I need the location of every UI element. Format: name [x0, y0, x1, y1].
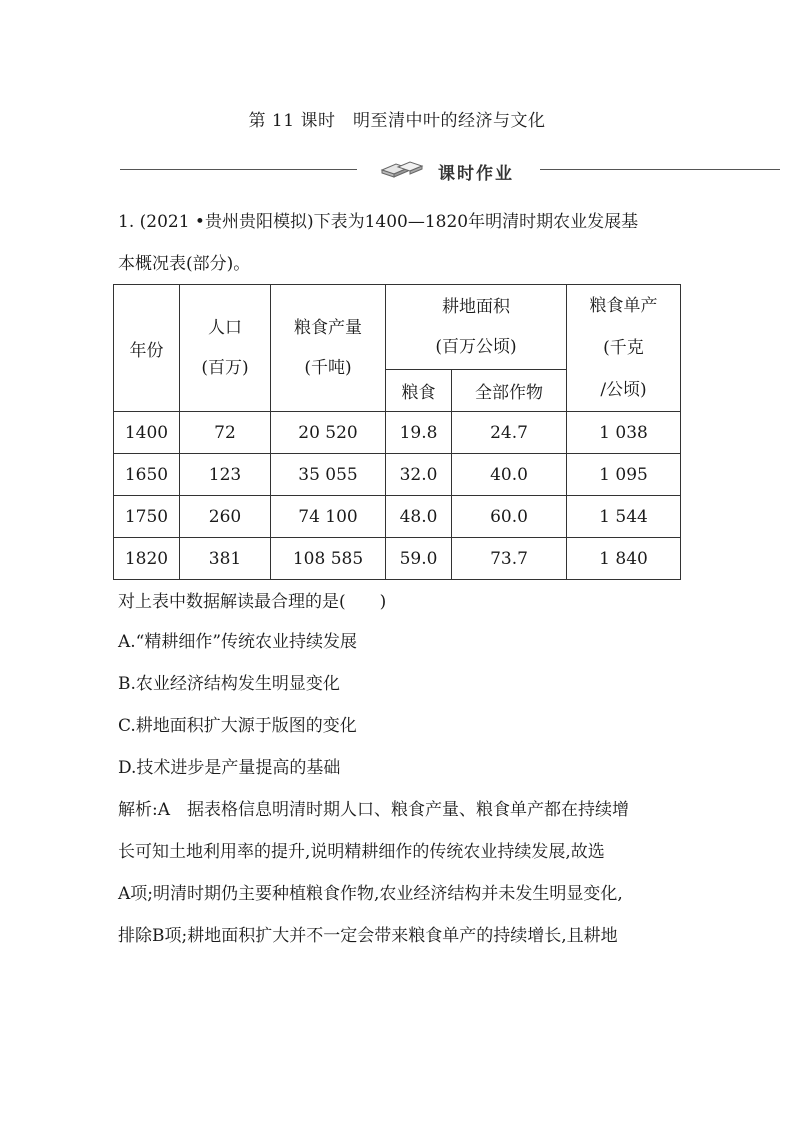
section-banner	[120, 158, 780, 182]
cell-year: 1820	[114, 538, 180, 580]
table-row	[114, 412, 681, 454]
cell-yield: 1 840	[567, 538, 681, 580]
question-stem-line1: 1. (2021 •贵州贵阳模拟)下表为1400—1820年明清时期农业发展基	[118, 212, 639, 232]
header-arable-all: 全部作物	[452, 369, 567, 411]
option-d: D.技术进步是产量提高的基础	[118, 758, 341, 778]
cell-arable-all: 73.7	[452, 538, 567, 580]
header-arable-grain: 粮食	[386, 369, 452, 411]
cell-arable-grain: 32.0	[386, 454, 452, 496]
cell-year: 1400	[114, 412, 180, 454]
cell-grain-output: 74 100	[271, 496, 386, 538]
analysis-line: A项;明清时期仍主要种植粮食作物,农业经济结构并未发生明显变化,	[118, 884, 623, 904]
table-row	[114, 538, 681, 580]
cell-arable-all: 60.0	[452, 496, 567, 538]
cell-arable-all: 40.0	[452, 454, 567, 496]
option-b: B.农业经济结构发生明显变化	[118, 674, 340, 694]
cell-arable-grain: 48.0	[386, 496, 452, 538]
cell-year: 1650	[114, 454, 180, 496]
analysis-line: 排除B项;耕地面积扩大并不一定会带来粮食单产的持续增长,且耕地	[118, 926, 618, 946]
cell-grain-output: 35 055	[271, 454, 386, 496]
analysis-line: 长可知土地利用率的提升,说明精耕细作的传统农业持续发展,故选	[118, 842, 605, 862]
cell-yield: 1 544	[567, 496, 681, 538]
header-year: 年份	[114, 285, 180, 412]
banner-label: 课时作业	[438, 164, 514, 184]
cell-arable-grain: 19.8	[386, 412, 452, 454]
books-icon	[378, 158, 428, 182]
header-arable-area: 耕地面积 (百万公顷)	[386, 285, 567, 370]
agriculture-table	[113, 284, 681, 580]
header-grain-output: 粮食产量 (千吨)	[271, 285, 386, 412]
page-title: 第 11 课时 明至清中叶的经济与文化	[248, 111, 546, 131]
cell-year: 1750	[114, 496, 180, 538]
cell-population: 72	[180, 412, 271, 454]
cell-grain-output: 20 520	[271, 412, 386, 454]
cell-population: 123	[180, 454, 271, 496]
banner-rule-left	[120, 169, 357, 170]
cell-grain-output: 108 585	[271, 538, 386, 580]
cell-population: 260	[180, 496, 271, 538]
header-population: 人口 (百万)	[180, 285, 271, 412]
table-row	[114, 454, 681, 496]
banner-rule-right	[540, 169, 780, 170]
cell-population: 381	[180, 538, 271, 580]
cell-arable-all: 24.7	[452, 412, 567, 454]
option-a: A.“精耕细作”传统农业持续发展	[118, 632, 358, 652]
cell-arable-grain: 59.0	[386, 538, 452, 580]
header-yield: 粮食单产 (千克 /公顷)	[567, 285, 681, 412]
question-stem-line2: 本概况表(部分)。	[118, 254, 251, 274]
option-c: C.耕地面积扩大源于版图的变化	[118, 716, 357, 736]
analysis-line: 解析:A 据表格信息明清时期人口、粮食产量、粮食单产都在持续增	[118, 800, 630, 820]
question-prompt: 对上表中数据解读最合理的是( )	[118, 592, 387, 612]
table-row	[114, 496, 681, 538]
cell-yield: 1 095	[567, 454, 681, 496]
cell-yield: 1 038	[567, 412, 681, 454]
